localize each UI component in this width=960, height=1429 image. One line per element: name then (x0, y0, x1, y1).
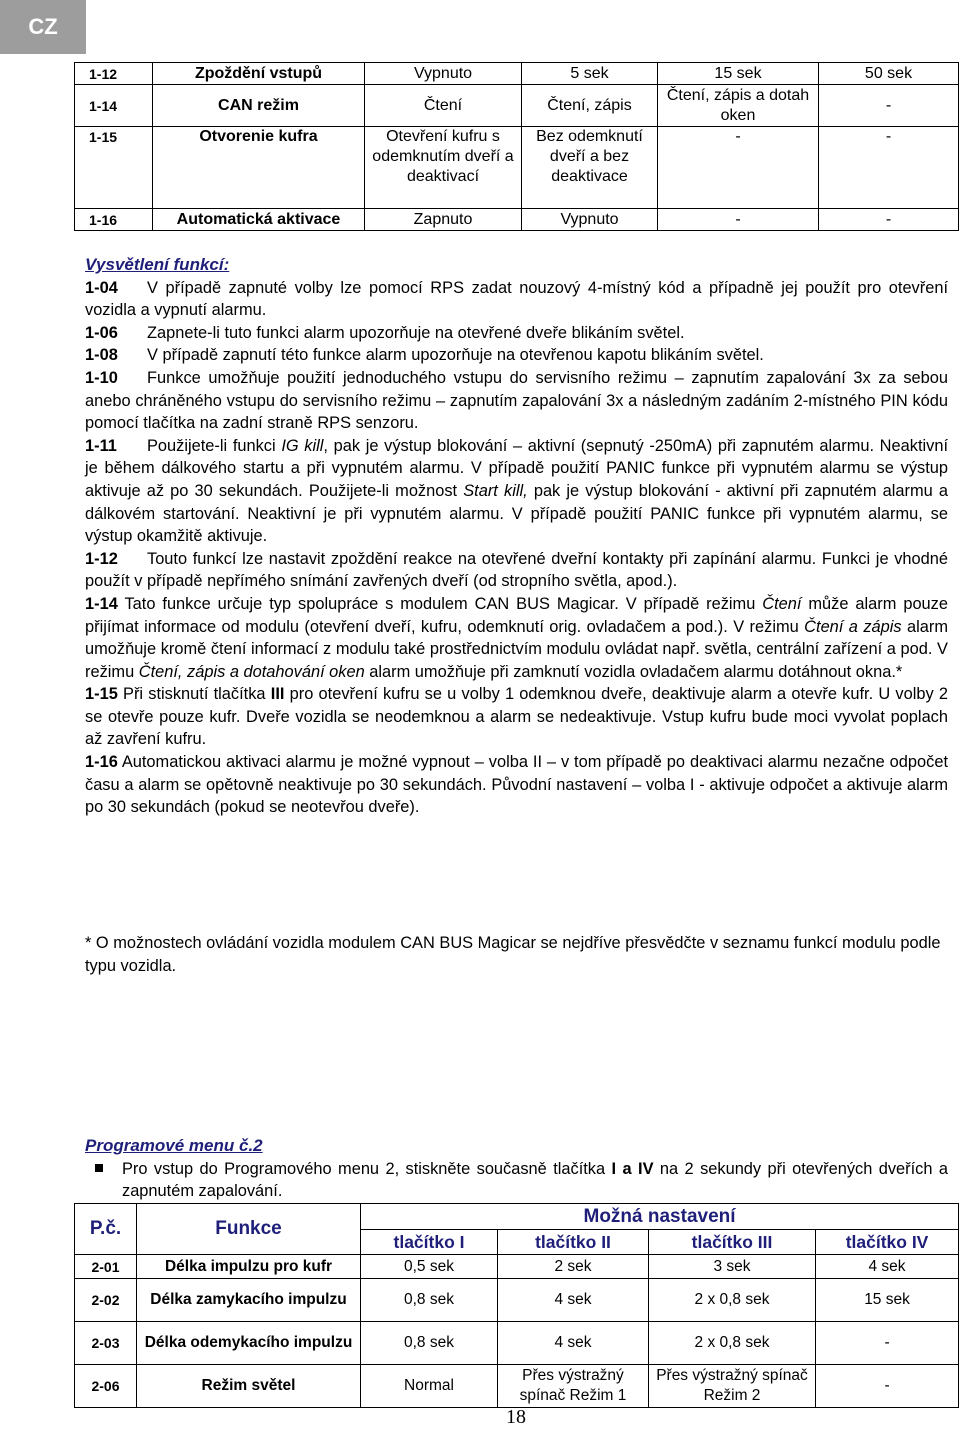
header-function: Funkce (137, 1204, 361, 1255)
option-1: Otevření kufru s odemknutím dveří a deaktivací (365, 127, 522, 209)
row-code: 2-06 (75, 1365, 137, 1408)
option-3: - (658, 127, 819, 209)
option-4: - (816, 1322, 959, 1365)
option-1: Zapnuto (365, 209, 522, 231)
option-2: Vypnuto (522, 209, 658, 231)
explanation-heading: Vysvětlení funkcí: (85, 255, 230, 274)
header-code: P.č. (75, 1204, 137, 1255)
option-4: - (819, 209, 959, 231)
explanation-1-16: 1-16 Automatickou aktivaci alarmu je možné vypnout – volba II – v tom případě po deaktivaci alarmu nezačne odpočet času a alarm se opětovně neaktivuje po 30 sekundách. Původní nastavení – volba I - aktivuje odpočet a aktivuje alarm po 30 sekundách (pokud se neotevřou dveře). (85, 753, 948, 817)
row-code: 1-12 (75, 63, 153, 85)
table-row (75, 1365, 959, 1408)
row-code: 2-03 (75, 1322, 137, 1365)
option-2: Čtení, zápis (522, 85, 658, 127)
option-4: 15 sek (816, 1279, 959, 1322)
row-function: Délka odemykacího impulzu (137, 1322, 361, 1365)
option-3: Čtení, zápis a dotah oken (658, 85, 819, 127)
option-3: Přes výstražný spínač Režim 2 (649, 1365, 816, 1408)
option-2: Přes výstražný spínač Režim 1 (498, 1365, 649, 1408)
settings-table-menu1 (74, 62, 959, 231)
option-4: - (819, 85, 959, 127)
settings-table-menu2 (74, 1203, 959, 1408)
row-code: 2-02 (75, 1279, 137, 1322)
language-tab: CZ (0, 0, 86, 54)
option-3: 3 sek (649, 1255, 816, 1279)
table-row (75, 1322, 959, 1365)
table-row (75, 127, 959, 209)
option-4: - (816, 1365, 959, 1408)
header-button-4: tlačítko IV (816, 1230, 959, 1255)
row-function: Délka impulzu pro kufr (137, 1255, 361, 1279)
table-row (75, 85, 959, 127)
explanation-1-10: 1-10 Funkce umožňuje použití jednoduchého vstupu do servisního režimu – zapnutím zapalování 3x za sebou anebo chráněného vstupu do servisního režimu – zapnutím zapalování 3x a následným zadáním 2-místného PIN kódu pomocí tlačítka na zadní straně RPS senzoru. (85, 368, 948, 433)
table-row (75, 1255, 959, 1279)
row-function: Zpoždění vstupů (153, 63, 365, 85)
row-code: 1-15 (75, 127, 153, 209)
option-2: 2 sek (498, 1255, 649, 1279)
explanation-1-14: 1-14 Tato funkce určuje typ spolupráce s modulem CAN BUS Magicar. V případě režimu Čtení může alarm pouze přijímat informace od modulu (otevření dveří, kufru, odemknutí orig. ovladačem a pod.). V režimu Čtení a zápis alarm umožňuje kromě čtení informací z modulu také prostřednictvím modulu ovládat např. světla, centrální zařízení a pod. V režimu Čtení, zápis a dotahování oken alarm umožňuje při zamknutí vozidla ovladačem alarmu dotáhnout okna.* (85, 594, 949, 681)
row-function: CAN režim (153, 85, 365, 127)
row-function: Otvorenie kufra (153, 127, 365, 209)
option-3: 2 x 0,8 sek (649, 1279, 816, 1322)
header-button-3: tlačítko III (649, 1230, 816, 1255)
option-4: 4 sek (816, 1255, 959, 1279)
header-button-2: tlačítko II (498, 1230, 649, 1255)
footnote: * O možnostech ovládání vozidla modulem CAN BUS Magicar se nejdříve přesvědčte v seznamu funkcí modulu podle typu vozidla. (85, 934, 941, 975)
explanation-1-04: 1-04 V případě zapnuté volby lze pomocí RPS zadat nouzový 4-místný kód a případně jej použít pro otevření vozidla a vypnutí alarmu. (85, 278, 948, 320)
option-1: 0,8 sek (361, 1322, 498, 1365)
option-2: Bez odemknutí dveří a bez deaktivace (522, 127, 658, 209)
explanation-1-06: 1-06 Zapnete-li tuto funkci alarm upozorňuje na otevřené dveře blikáním světel. (85, 323, 685, 342)
table-header-row (75, 1204, 959, 1230)
explanation-1-12: 1-12 Touto funkcí lze nastavit zpoždění reakce na otevřené dveřní kontakty při zapínání alarmu. Funkci je vhodné použít v případě nepřímého snímání zavřených dveří (od stropního světla, apod.). (85, 549, 948, 591)
row-code: 1-16 (75, 209, 153, 231)
row-function: Délka zamykacího impulzu (137, 1279, 361, 1322)
option-1: Čtení (365, 85, 522, 127)
option-1: Normal (361, 1365, 498, 1408)
row-function: Automatická aktivace (153, 209, 365, 231)
option-2: 4 sek (498, 1279, 649, 1322)
header-button-1: tlačítko I (361, 1230, 498, 1255)
option-3: 2 x 0,8 sek (649, 1322, 816, 1365)
explanation-1-15: 1-15 Při stisknutí tlačítka III pro otevření kufru se u volby 1 odemknou dveře, deaktivuje alarm a otevře kufr. U volby 2 se otevře pouze kufr. Dveře vozidla se neodemknou a alarm se nedeaktivuje. Vstup kufru bude moci vyvolat poplach až zavření kufru. (85, 685, 948, 749)
option-1: 0,8 sek (361, 1279, 498, 1322)
program-menu-heading: Programové menu č.2 (85, 1136, 263, 1155)
row-code: 1-14 (75, 85, 153, 127)
table-row (75, 1279, 959, 1322)
explanation-1-11: 1-11 Použijete-li funkci IG kill, pak je výstup blokování – aktivní (sepnutý -250mA) při zapnutém alarmu. Neaktivní je během dálkového startu a při vypnutém alarmu. V případě použití PANIC funkce při vypnutém alarmu se výstup aktivuje až po 30 sekundách. Použijete-li možnost Start kill, pak je výstup blokování - aktivní při zapnutém alarmu a dálkovém startování. Neaktivní je při vypnutém alarmu. V případě použití PANIC funkce při vypnutém alarmu, se výstup okamžitě aktivuje. (85, 436, 949, 546)
option-1: Vypnuto (365, 63, 522, 85)
header-possible-settings: Možná nastavení (361, 1204, 959, 1230)
page-number: 18 (506, 1406, 526, 1428)
row-function: Režim světel (137, 1365, 361, 1408)
option-2: 4 sek (498, 1322, 649, 1365)
option-3: - (658, 209, 819, 231)
function-explanations (85, 254, 948, 819)
explanation-1-08: 1-08 V případě zapnutí této funkce alarm upozorňuje na otevřenou kapotu blikáním světel. (85, 346, 764, 365)
table-row (75, 209, 959, 231)
table-row (75, 63, 959, 85)
option-4: 50 sek (819, 63, 959, 85)
option-1: 0,5 sek (361, 1255, 498, 1279)
bullet-item: Pro vstup do Programového menu 2, stiskněte současně tlačítka I a IV na 2 sekundy při otevřených dveřích a zapnutém zapalování. (95, 1158, 948, 1202)
row-code: 2-01 (75, 1255, 137, 1279)
bullet-square-icon (95, 1164, 103, 1172)
option-3: 15 sek (658, 63, 819, 85)
option-4: - (819, 127, 959, 209)
option-2: 5 sek (522, 63, 658, 85)
